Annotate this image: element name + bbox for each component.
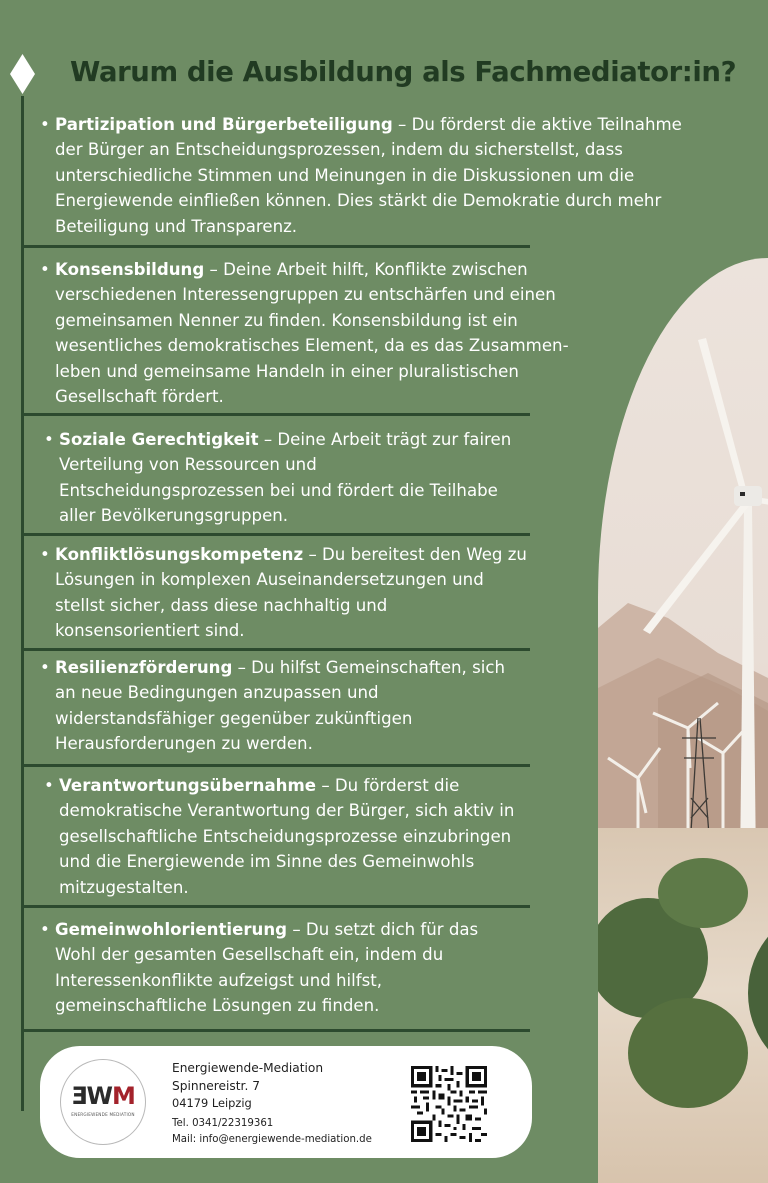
list-item-partizipation <box>40 112 730 239</box>
bullet-icon: • <box>40 920 50 939</box>
divider <box>24 764 530 767</box>
timeline-line <box>21 96 24 1111</box>
list-item-konsensbildung <box>40 257 730 409</box>
contact-card <box>40 1046 532 1158</box>
diamond-marker-icon <box>10 54 35 94</box>
bullet-icon: • <box>44 430 54 449</box>
list-item-term: Konsensbildung <box>55 260 205 279</box>
contact-phone[interactable]: Tel. 0341/22319361 <box>172 1118 274 1129</box>
qr-code-icon[interactable] <box>411 1066 487 1142</box>
list-item-term: Resilienzförderung <box>55 658 233 677</box>
bullet-icon: • <box>40 545 50 564</box>
bullet-icon: • <box>40 260 50 279</box>
divider <box>24 413 530 416</box>
divider <box>24 905 530 908</box>
list-item-text: Resilienzförderung – Du hilfst Gemeinschaften, sich an neue Bedingungen anzupassen und widerstandsfähiger gegenüber zukünftigen Herausforderungen zu werden. <box>55 658 506 754</box>
bullet-icon: • <box>40 658 50 677</box>
list-item-term: Gemeinwohlorientierung <box>55 920 288 939</box>
list-item-text: Partizipation und Bürgerbeteiligung – Du förderst die aktive Teilnahme der Bürger an Entscheidungsprozessen, indem du sicherstellst, dass unterschiedliche Stimmen und Meinungen in die Diskussionen um die Energiewende einfließen können. Dies stärkt die Demokratie durch mehr Beteiligung und Transparenz. <box>55 115 682 236</box>
list-item-term: Verantwortungsübernahme <box>59 776 317 795</box>
contact-street: Spinnereistr. 7 <box>172 1079 260 1093</box>
list-item-text: Soziale Gerechtigkeit – Deine Arbeit trägt zur fairen Verteilung von Ressourcen und Entscheidungsprozessen bei und fördert die Teilhabe aller Bevölkerungsgruppen. <box>59 430 512 526</box>
page-title: Warum die Ausbildung als Fachmediator:in? <box>70 56 737 88</box>
list-item-verantwortung <box>44 773 734 900</box>
list-item-soziale-gerechtigkeit <box>44 427 734 529</box>
list-item-text: Verantwortungsübernahme – Du förderst die demokratische Verantwortung der Bürger, sich aktiv in gesellschaftliche Entscheidungsprozesse einzubringen und die Energiewende im Sinne des Gemeinwohls mitzugestalten. <box>59 776 515 897</box>
list-item-text: Konfliktlösungskompetenz – Du bereitest den Weg zu Lösungen in komplexen Auseinandersetzungen und stellst sicher, dass diese nachhaltig und konsensorientiert sind. <box>55 545 527 641</box>
bullet-icon: • <box>44 776 54 795</box>
divider <box>24 1029 530 1032</box>
divider <box>24 245 530 248</box>
list-item-term: Partizipation und Bürgerbeteiligung <box>55 115 393 134</box>
list-item-term: Soziale Gerechtigkeit <box>59 430 259 449</box>
list-item-gemeinwohl <box>40 917 730 1019</box>
list-item-resilienz <box>40 655 730 757</box>
logo-mark: ƎWM <box>71 1082 135 1110</box>
list-item-term: Konfliktlösungskompetenz <box>55 545 304 564</box>
divider <box>24 533 530 536</box>
list-item-text: Konsensbildung – Deine Arbeit hilft, Konflikte zwischen verschiedenen Interessengruppen zu entschärfen und einen gemeinsamen Nenner zu finden. Konsensbildung ist ein wesentliches demokratisches Element, da es das Zusammen- leben und gemeinsame Handeln in einer pluralistischen Gesellschaft fördert. <box>55 260 569 407</box>
divider <box>24 648 530 651</box>
list-item-konfliktloesung <box>40 542 730 644</box>
contact-email[interactable]: Mail: info@energiewende-mediation.de <box>172 1134 372 1145</box>
list-item-text: Gemeinwohlorientierung – Du setzt dich für das Wohl der gesamten Gesellschaft ein, indem du Interessenkonflikte aufzeigst und hilfst, gemeinschaftliche Lösungen zu finden. <box>55 920 479 1016</box>
bullet-icon: • <box>40 115 50 134</box>
logo-icon <box>60 1059 146 1145</box>
contact-city: 04179 Leipzig <box>172 1096 252 1110</box>
logo-subtitle: ENERGIEWENDE MEDIATION <box>71 1112 135 1117</box>
contact-name: Energiewende-Mediation <box>172 1061 324 1075</box>
